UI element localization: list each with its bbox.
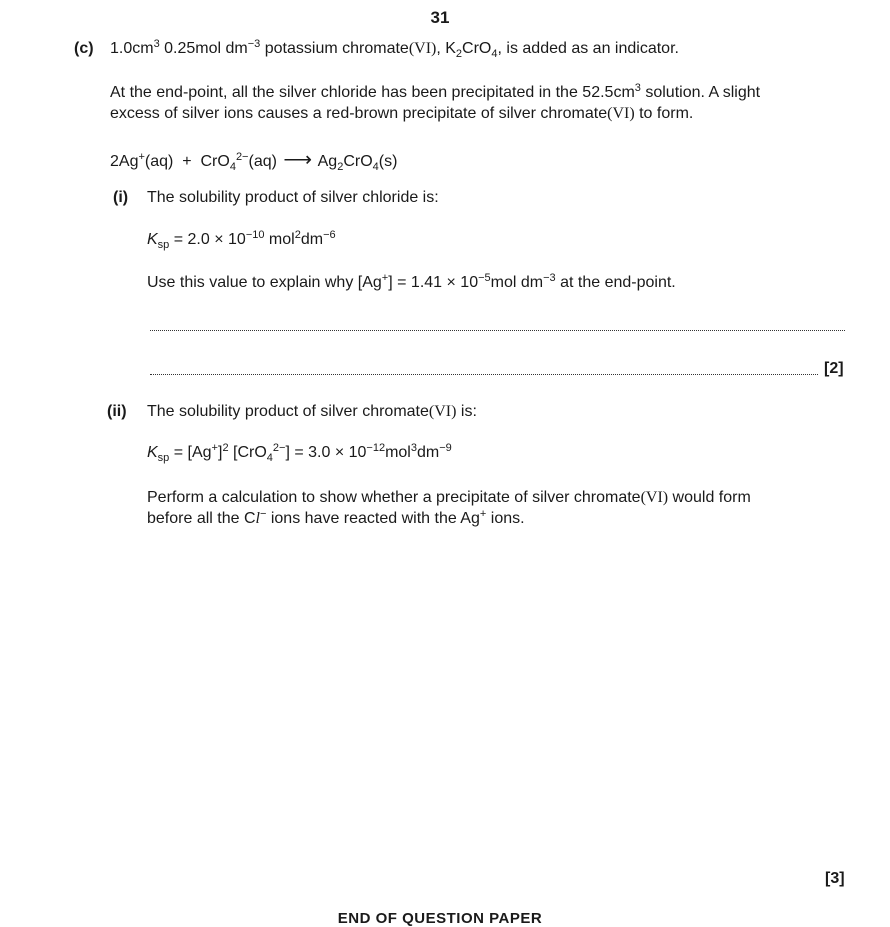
part-i-marks: [2] [824,360,844,377]
part-c-intro: $1.0cm^3$ 0.25mol $dm^{-3}$ potassium chromate(VI), $K_2CrO_4$, is added as an indicator. [110,38,679,60]
end-point-paragraph: At the end-point, all the silver chloride has been precipitated in the $52.5cm^3$ solution. A slight excess of silver ions causes a red-brown precipitate of silver chromate(VI) to form. [110,82,761,122]
chromate-equation: 2Ag+(aq) + CrO$_4^{2-}$(aq) ⟶ $Ag_2CrO_4(s)$ [110,149,398,173]
part-ii-question: Perform a calculation to show whether a precipitate of silver chromate(VI) would form before all the Cl− ions have reacted with the Ag+ ions. [147,489,751,527]
part-i-statement: The solubility product of silver chloride is: [147,189,439,206]
answer-line-2[interactable] [150,374,818,375]
ag2cro4-ksp-value: $K_{sp} = [Ag^+]^2$ $[CrO_4^{2-}] = 3.0 \times 10^{-12}mol^3dm^{-9}$ [147,442,452,464]
part-i-label: (i) [113,189,129,206]
page-number: 31 [430,8,450,27]
part-ii-statement: The solubility product of silver chromate(VI) is: [147,403,477,420]
reaction-arrow-icon: ⟶ [283,149,313,171]
end-of-paper: END OF QUESTION PAPER [337,910,543,927]
part-ii-marks: [3] [825,870,845,887]
part-i-question: Use this value to explain why $[Ag^+] = 1.41 \times 10^{-5}mol$ $dm^{-3}$ at the end-point. [147,272,676,291]
working-space[interactable] [147,540,847,860]
agcl-ksp-value: $K_{sp} = 2.0 \times 10^{-10}$ $mol^2dm^{-6}$ [147,229,336,251]
part-c-label: (c) [74,40,94,57]
answer-line-1[interactable] [150,330,845,331]
part-ii-label: (ii) [107,403,127,420]
